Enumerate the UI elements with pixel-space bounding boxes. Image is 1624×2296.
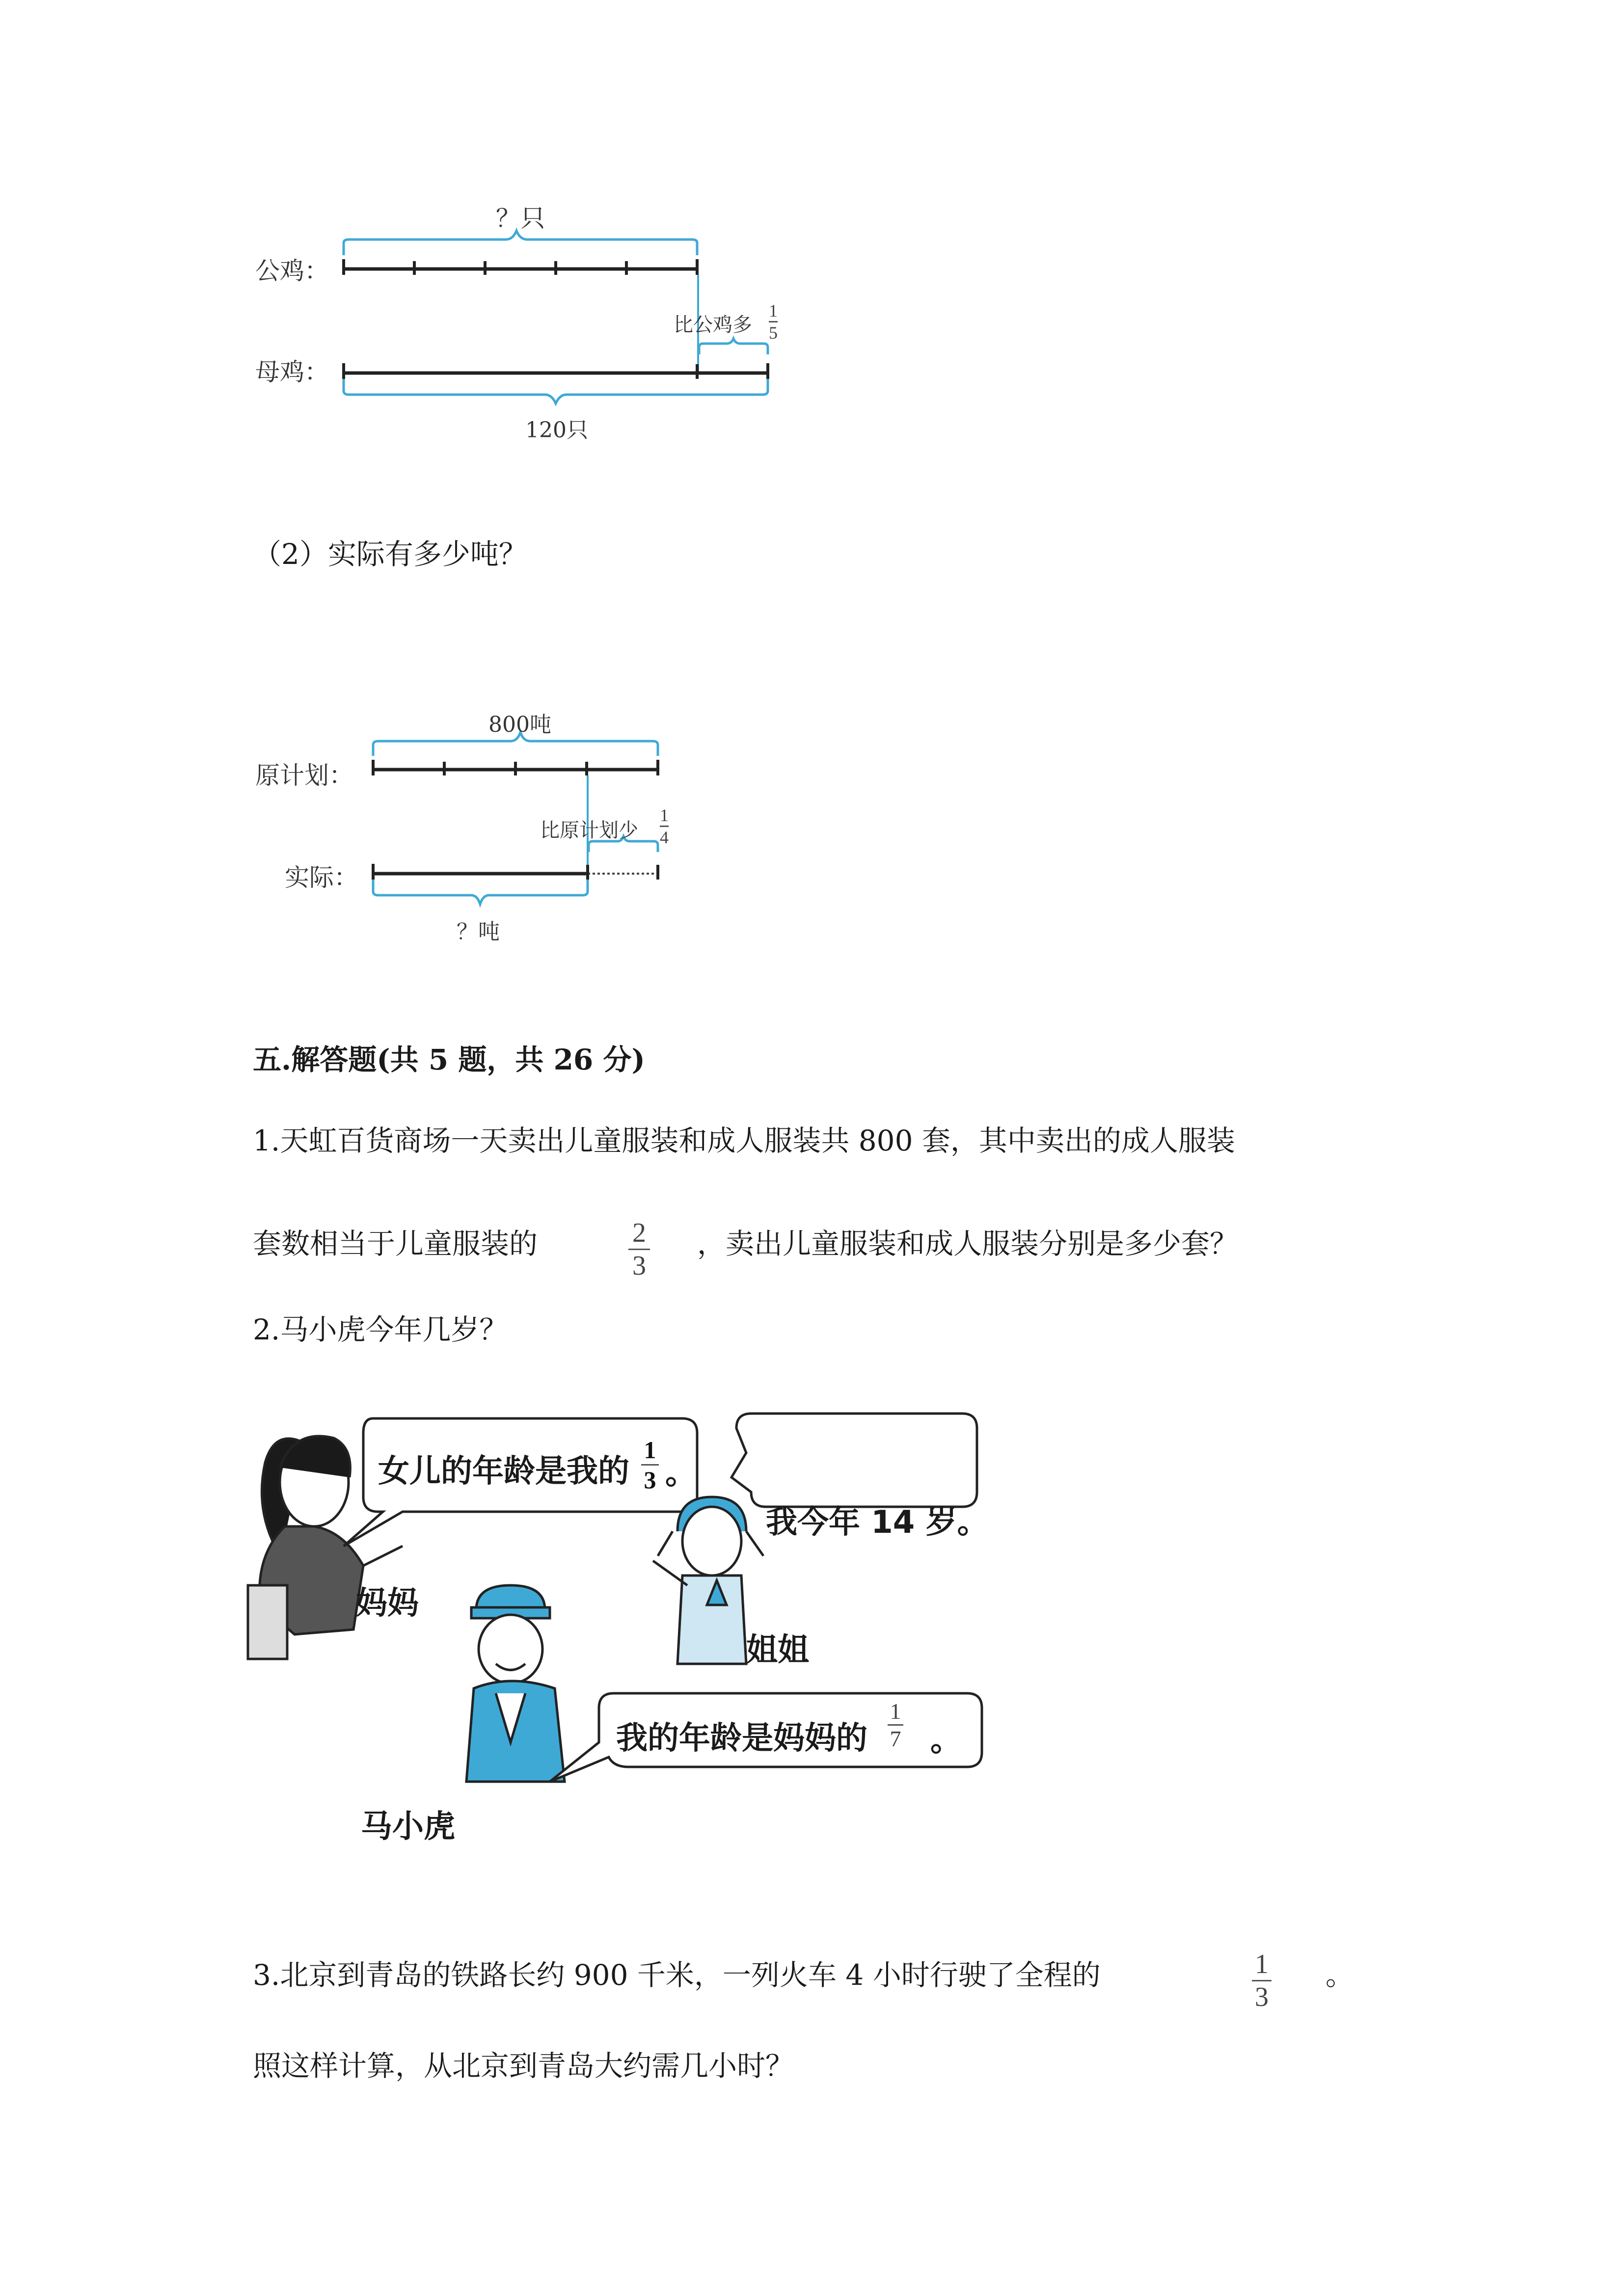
tons-bottom-label: ？吨 xyxy=(457,919,500,944)
hen-brace xyxy=(344,379,768,403)
tons-top-label: 800吨 xyxy=(488,712,551,737)
problem1-line2-end: ，卖出儿童服装和成人服装分别是多少套？ xyxy=(697,1227,1239,1260)
boy-figure xyxy=(466,1585,565,1782)
rooster-brace xyxy=(344,231,697,255)
mom-speech: 女儿的年龄是我的 xyxy=(378,1453,629,1490)
problem1-line2-start: 套数相当于儿童服装的 xyxy=(253,1227,538,1260)
boy-speech-end: 。 xyxy=(930,1722,962,1759)
tons-diff-fraction xyxy=(660,805,669,848)
problem3-fraction xyxy=(1252,1949,1272,2013)
mom-name: 妈妈 xyxy=(356,1585,419,1622)
hens-bottom-label: 120只 xyxy=(525,418,588,443)
actual-ticks xyxy=(373,864,658,880)
problem3-line2: 照这样计算，从北京到青岛大约需几小时？ xyxy=(253,2049,794,2082)
fraction-denominator: 3 xyxy=(1255,1982,1269,2012)
sister-speech-bubble xyxy=(731,1414,977,1507)
hens-diagram-svg xyxy=(0,0,1624,466)
question-2: （2）实际有多少吨？ xyxy=(253,537,527,571)
tons-diff-text: 比原计划少 xyxy=(540,819,638,842)
age-illustration-svg xyxy=(0,1399,1624,1865)
mom-speech-end: 。 xyxy=(665,1455,697,1492)
problem1-fraction xyxy=(628,1217,650,1281)
fraction-denominator: 7 xyxy=(890,1726,901,1751)
rooster-label: 公鸡： xyxy=(255,257,329,285)
hens-top-label: ？只 xyxy=(496,204,545,233)
problem2-title: 2.马小虎今年几岁？ xyxy=(253,1313,508,1346)
plan-label: 原计划： xyxy=(255,761,353,790)
fraction-denominator: 3 xyxy=(644,1466,656,1494)
fraction-numerator: 2 xyxy=(632,1218,646,1248)
hens-diff-fraction xyxy=(769,300,778,343)
actual-label: 实际： xyxy=(285,863,358,892)
tons-diagram-svg xyxy=(0,687,1624,962)
fraction-denominator: 4 xyxy=(660,828,669,847)
sister-name: 姐姐 xyxy=(746,1632,809,1668)
fraction-numerator: 1 xyxy=(644,1436,656,1464)
problem3-line1-start: 3.北京到青岛的铁路长约 900 千米，一列火车 4 小时行驶了全程的 xyxy=(253,1958,1101,1992)
fraction-denominator: 5 xyxy=(769,323,778,343)
fraction-denominator: 3 xyxy=(632,1251,646,1281)
extra-brace xyxy=(699,339,768,354)
mom-fraction xyxy=(641,1436,659,1494)
hen-label: 母鸡： xyxy=(255,358,329,386)
fraction-numerator: 1 xyxy=(769,301,778,320)
problem3-line1-end: 。 xyxy=(1326,1958,1354,1992)
rooster-ticks xyxy=(344,259,697,275)
hen-ticks xyxy=(344,363,768,379)
actual-brace xyxy=(373,880,588,904)
boy-speech: 我的年龄是妈妈的 xyxy=(616,1720,867,1757)
boy-fraction xyxy=(888,1698,903,1752)
hens-diff-text: 比公鸡多 xyxy=(674,314,752,336)
fraction-numerator: 1 xyxy=(890,1699,901,1724)
plan-ticks xyxy=(373,760,658,775)
fraction-numerator: 1 xyxy=(660,805,669,825)
section-title: 五.解答题(共 5 题，共 26 分) xyxy=(253,1043,645,1076)
boy-name: 马小虎 xyxy=(361,1809,455,1845)
problem1-line1: 1.天虹百货商场一天卖出儿童服装和成人服装共 800 套，其中卖出的成人服装 xyxy=(253,1124,1235,1157)
sister-speech: 我今年 14 岁。 xyxy=(766,1504,989,1541)
fraction-numerator: 1 xyxy=(1255,1949,1269,1979)
